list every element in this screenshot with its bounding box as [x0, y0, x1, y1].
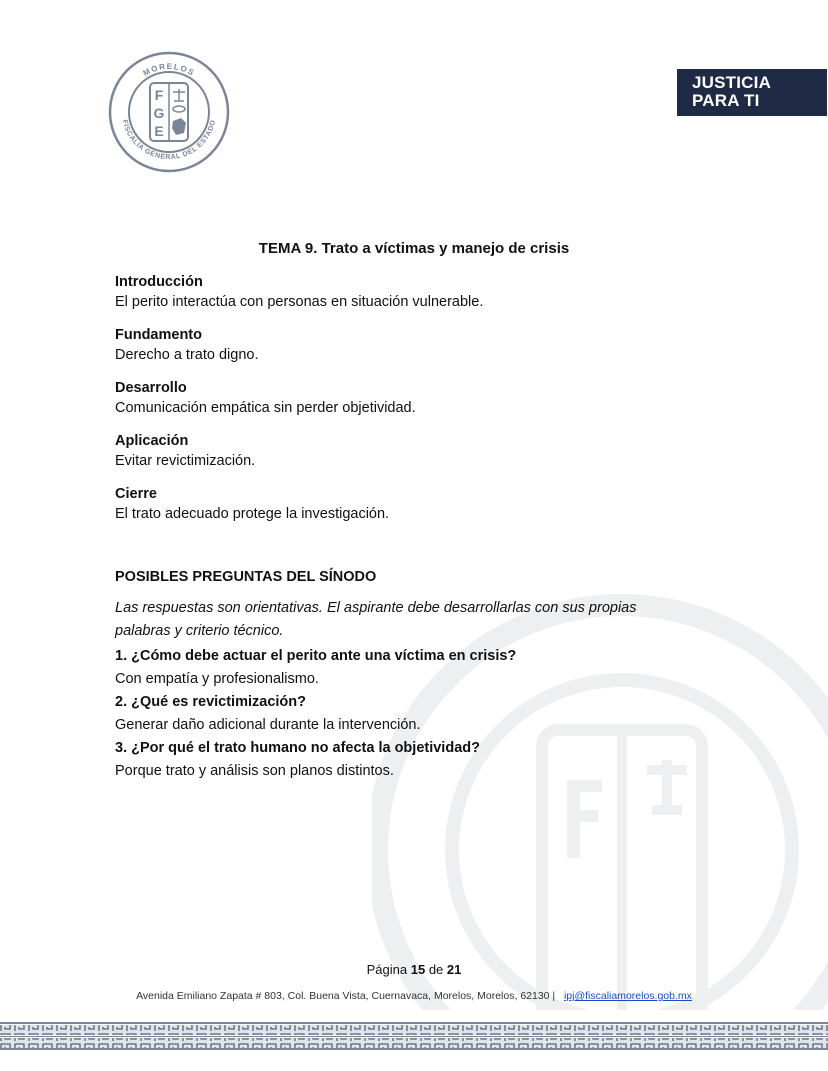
- seal-letter-g: G: [153, 105, 165, 121]
- answer-text: Generar daño adicional durante la intervención.: [115, 717, 421, 733]
- question-item: [115, 691, 735, 737]
- section-desarrollo: [115, 378, 735, 418]
- email-link[interactable]: ipj@fiscaliamorelos.gob.mx: [563, 990, 692, 1002]
- badge-line-1: JUSTICIA: [692, 73, 772, 92]
- section-heading: Fundamento: [115, 327, 202, 343]
- address-text: Avenida Emiliano Zapata # 803, Col. Buena Vista, Cuernavaca, Morelos, Morelos, 62130 |: [136, 990, 556, 1002]
- answer-text: Porque trato y análisis son planos distintos.: [115, 763, 394, 779]
- page-label: Página: [366, 962, 408, 977]
- justicia-para-ti-badge: [677, 69, 827, 116]
- section-text: Comunicación empática sin perder objetividad.: [115, 400, 416, 416]
- document-title: TEMA 9. Trato a víctimas y manejo de crisis: [258, 240, 570, 257]
- question-text: 2. ¿Qué es revictimización?: [115, 694, 306, 710]
- section-text: El trato adecuado protege la investigación.: [115, 506, 390, 522]
- fge-seal-logo: [108, 51, 230, 173]
- section-heading: Cierre: [115, 486, 157, 502]
- question-item: [115, 645, 735, 691]
- section-aplicacion: [115, 431, 735, 471]
- question-text: 1. ¿Cómo debe actuar el perito ante una víctima en crisis?: [115, 648, 517, 664]
- scales-icon: [173, 89, 185, 101]
- question-item: [115, 737, 735, 783]
- page-number: [0, 962, 828, 977]
- section-fundamento: [115, 325, 735, 365]
- section-text: El perito interactúa con personas en situación vulnerable.: [115, 294, 484, 310]
- badge-line-2: PARA TI: [692, 91, 760, 110]
- seal-letter-f: F: [154, 87, 164, 103]
- seal-bottom-text: FISCALÍA GENERAL DEL ESTADO: [120, 119, 218, 162]
- page-current: 15: [410, 962, 426, 977]
- seal-top-text: MORELOS: [141, 61, 197, 78]
- section-cierre: [115, 484, 735, 524]
- seal-letter-e: E: [154, 123, 164, 139]
- questions-note: Las respuestas son orientativas. El aspirante debe desarrollarlas con sus propias palabras y criterio técnico.: [115, 600, 637, 639]
- page-of: de: [428, 962, 444, 977]
- decorative-pattern-band: [0, 1022, 828, 1050]
- question-text: 3. ¿Por qué el trato humano no afecta la objetividad?: [115, 740, 480, 756]
- svg-text:MORELOS: [142, 62, 197, 78]
- eye-icon: [173, 106, 185, 112]
- section-heading: Introducción: [115, 274, 203, 290]
- page-total: 21: [446, 962, 462, 977]
- section-heading: Desarrollo: [115, 380, 187, 396]
- section-introduccion: [115, 272, 735, 312]
- section-text: Evitar revictimización.: [115, 453, 256, 469]
- section-heading: Aplicación: [115, 433, 189, 449]
- answer-text: Con empatía y profesionalismo.: [115, 671, 319, 687]
- state-map-icon: [172, 118, 186, 135]
- questions-title: POSIBLES PREGUNTAS DEL SÍNODO: [115, 569, 377, 585]
- section-text: Derecho a trato digno.: [115, 347, 259, 363]
- document-body: [115, 272, 735, 783]
- footer-address: [0, 990, 828, 1002]
